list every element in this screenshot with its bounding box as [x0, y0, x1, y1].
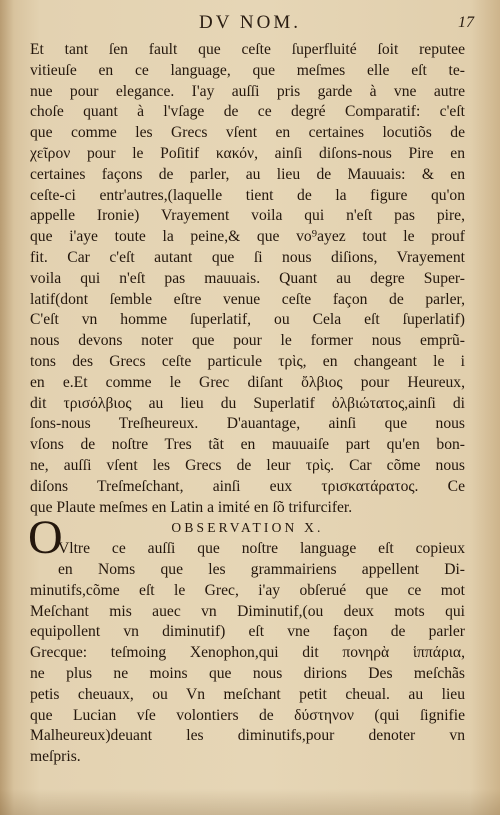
page-edge-shadow	[0, 789, 500, 815]
text-line: Et tant ſen fault que ceſte ſuperfluité ſoit reputee	[30, 41, 465, 58]
text-line: petis cheuaux, ou Vn meſchant petit cheual. au lieu	[30, 685, 465, 703]
section-heading: OBSERVATION X.	[171, 520, 324, 536]
text-line: en Noms que les grammairiens appellent Di-	[58, 560, 465, 578]
text-line: que Plaute meſmes en Latin a imité en ſõ trifurcifer.	[30, 498, 353, 516]
text-line: Meſchant mis auec vn Diminutif,(ou deux mots qui	[30, 602, 465, 620]
text-line: ſons-nous Treſheureux. D'auantage, ainſi que nous	[30, 415, 465, 433]
paragraph-2	[30, 539, 465, 768]
text-line: ne plus ne moins que nous dirions Des meſchãs	[30, 664, 465, 682]
text-line: Vltre ce auſſi que noſtre language eſt copieux	[58, 540, 465, 558]
text-line: minutifs,cõme eſt le Grec, i'ay obſerué que ce mot	[30, 581, 465, 599]
text-line: vitieuſe en ce language, que meſmes elle eſt te-	[30, 61, 465, 79]
text-line: appelle Ironie) Vrayement voila qui n'eſt pas pire,	[30, 207, 465, 225]
text-line: χεῖρον pour le Poſitif κακόν, ainſi diſons-nous Pire en	[30, 144, 465, 162]
text-line: certaines façons de parler, au lieu de Mauuais: & en	[30, 165, 465, 183]
text-line: diſons Treſmeſchant, ainſi eux τρισκατάρατος. Ce	[30, 477, 465, 495]
text-line: Malheureux)deuant les diminutifs,pour denoter vn	[30, 727, 465, 745]
body-text	[30, 40, 465, 768]
text-line: ceſte-ci entr'autres,(laquelle tient de la figure qu'on	[30, 186, 465, 204]
text-line: nous devons noter que pour le former nous emprũ-	[30, 332, 465, 350]
page-number: 17	[458, 14, 474, 31]
text-line: que Lucian vſe volontiers de δύστηνον (qui ſignifie	[30, 706, 465, 724]
text-line: vſons de noſtre Tres tãt en mauuaiſe part qu'en bon-	[30, 436, 465, 454]
text-line: fit. Car c'eſt autant que ſi nous diſions, Vrayement	[30, 248, 465, 266]
text-line: equipollent vn diminutif) eſt vne façon de parler	[30, 623, 465, 641]
text-line: voila qui n'eſt pas mauuais. Quant au degre Super-	[30, 269, 465, 287]
running-head	[0, 12, 500, 36]
text-line: en e.Et comme le Grec diſant ὄλβιος pour Heureux,	[30, 373, 465, 391]
text-line: Grecque: teſmoing Xenophon,qui dit πονηρὰ ἱππάρια,	[30, 644, 465, 662]
text-line: nue pour elegance. I'ay auſſi pris garde à vne autre	[30, 82, 465, 100]
running-title: DV NOM.	[199, 12, 301, 33]
drop-cap: O	[28, 511, 63, 564]
text-line: C'eſt vn homme ſuperlatif, ou Cela eſt ſuperlatif)	[30, 311, 465, 329]
text-line: que comme les Grecs vſent en certaines locutiõs de	[30, 124, 465, 142]
text-line: meſpris.	[30, 748, 81, 766]
text-line: choſe quant à l'vſage de ce degré Comparatif: c'eſt	[30, 103, 465, 121]
text-line: que i'aye toute la peine,& que vo⁹ayez tout le prouf	[30, 228, 465, 246]
text-line: ne, auſſi vſent les Grecs de leur τρὶς. Car cõme nous	[30, 456, 465, 474]
paragraph-1	[30, 40, 465, 518]
text-line: latif(dont ſemble eſtre venue ceſte façon de parler,	[30, 290, 465, 308]
text-line: tons des Grecs ceſte particule τρὶς, en changeant le i	[30, 352, 465, 370]
text-line: dit τρισόλβιος au lieu du Superlatif ὀλβιώτατος,ainſi di	[30, 394, 465, 412]
